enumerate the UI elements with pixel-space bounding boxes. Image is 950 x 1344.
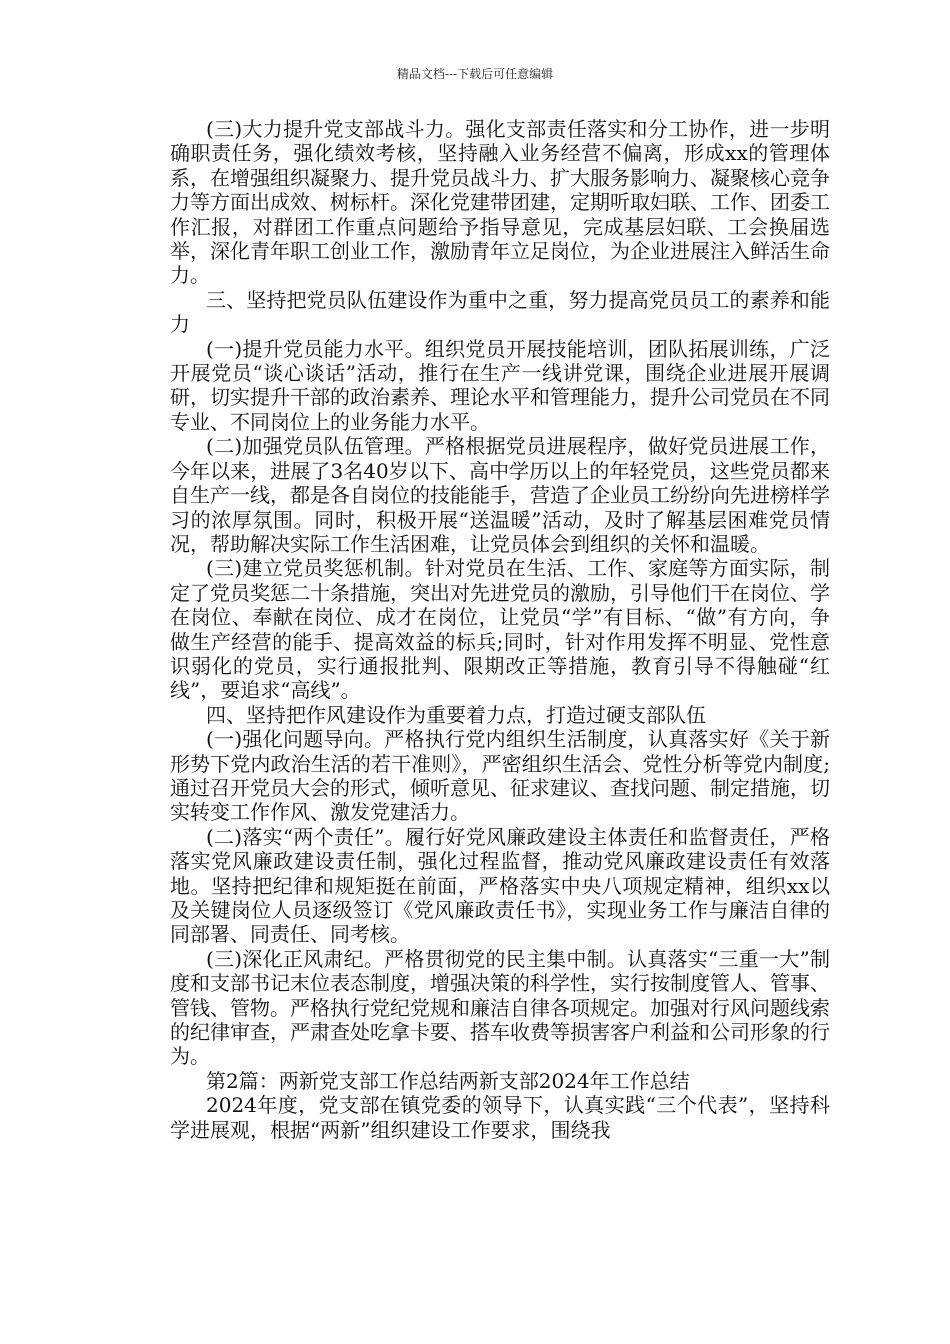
page-header: 精品文档---下载后可任意编辑 (396, 67, 554, 81)
paragraph-problem-orientation: (一)强化问题导向。严格执行党内组织生活制度，认真落实好《关于新形势下党内政治生活的若干准则》，严密组织生活会、党性分析等党内制度;通过召开党员大会的形式，倾听意见、征求建议、查找问题、制定措施，切实转变工作作风、激发党建活力。 (170, 727, 830, 825)
section-heading-three: 三、坚持把党员队伍建设作为重中之重，努力提高党员员工的素养和能力 (170, 287, 830, 337)
paragraph-two-responsibilities: (二)落实“两个责任”。履行好党风廉政建设主体责任和监督责任，严格落实党风廉政建设责任制，强化过程监督，推动党风廉政建设责任有效落地。坚持把纪律和规矩挺在前面，严格落实中央八项规定精神，组织xx以及关键岗位人员逐级签订《党风廉政责任书》，实现业务工作与廉洁自律的同部署、同责任、同考核。 (170, 824, 830, 947)
article-title: 第2篇：两新党支部工作总结两新支部2024年工作总结 (206, 1068, 690, 1093)
paragraph-reward-mechanism: (三)建立党员奖惩机制。针对党员在生活、工作、家庭等方面实际，制定了党员奖惩二十条措施，突出对先进党员的激励，引导他们干在岗位、学在岗位、奉献在岗位、成才在岗位，让党员“学”有目标、“做”有方向，争做生产经营的能手、提高效益的标兵;同时，针对作用发挥不明显、党性意识弱化的党员，实行通报批判、限期改正等措施，教育引导不得触碰“红线”，要追求“高线”。 (170, 556, 830, 703)
paragraph-annual-summary: 2024年度，党支部在镇党委的领导下，认真实践“三个代表”，坚持科学进展观，根据“两新”组织建设工作要求，围绕我 (170, 1093, 830, 1142)
section-heading-four: 四、坚持把作风建设作为重要着力点，打造过硬支部队伍 (206, 702, 706, 727)
paragraph-discipline: (三)深化正风肃纪。严格贯彻党的民主集中制。认真落实“三重一大”制度和支部书记末位表态制度，增强决策的科学性，实行按制度管人、管事、管钱、管物。严格执行党纪党规和廉洁自律各项规定。加强对行风问题线索的纪律审查，严肃查处吃拿卡要、搭车收费等损害客户利益和公司形象的行为。 (170, 946, 830, 1069)
document-body (170, 117, 830, 1142)
paragraph-member-management: (二)加强党员队伍管理。严格根据党员进展程序，做好党员进展工作，今年以来，进展了3名40岁以下、高中学历以上的年轻党员，这些党员都来自生产一线，都是各自岗位的技能能手，营造了企业员工纷纷向先进榜样学习的浓厚氛围。同时，积极开展“送温暖”活动，及时了解基层困难党员情况，帮助解决实际工作生活困难，让党员体会到组织的关怀和温暖。 (170, 434, 830, 556)
paragraph-party-branch-combat: (三)大力提升党支部战斗力。强化支部责任落实和分工协作，进一步明确职责任务，强化绩效考核，坚持融入业务经营不偏离，形成xx的管理体系，在增强组织凝聚力、提升党员战斗力、扩大服务影响力、凝聚核心竞争力等方面出成效、树标杆。深化党建带团建，定期听取妇联、工作、团委工作汇报，对群团工作重点问题给予指导意见，完成基层妇联、工会换届选举，深化青年职工创业工作，激励青年立足岗位，为企业进展注入鲜活生命力。 (170, 117, 830, 288)
paragraph-member-ability: (一)提升党员能力水平。组织党员开展技能培训，团队拓展训练，广泛开展党员“谈心谈话”活动，推行在生产一线讲党课，围绕企业进展开展调研，切实提升干部的政治素养、理论水平和管理能力，提升公司党员在不同专业、不同岗位上的业务能力水平。 (170, 336, 830, 434)
